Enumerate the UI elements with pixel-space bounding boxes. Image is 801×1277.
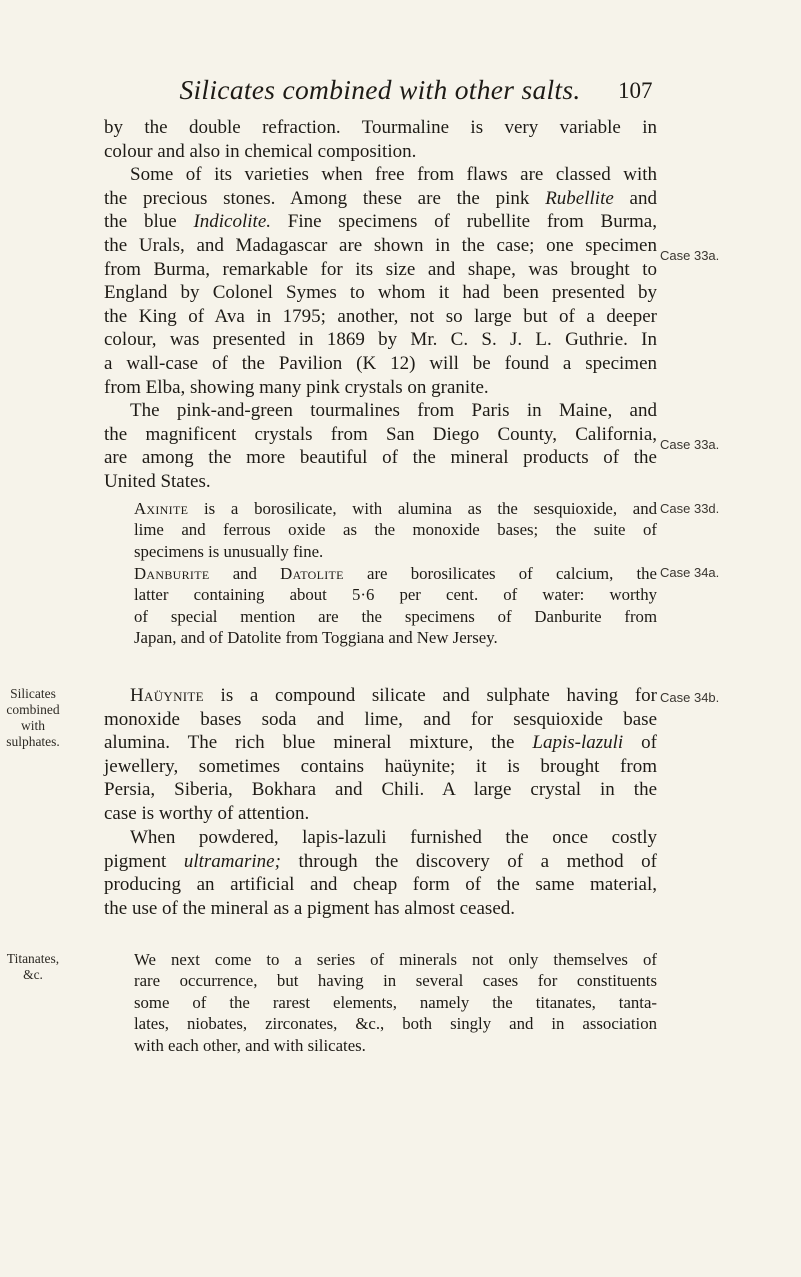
text-line: by the double refraction. Tourmaline is very variable in xyxy=(104,117,657,138)
text-line: the blue Indicolite. Fine specimens of rubellite from Burma, xyxy=(104,211,657,233)
text-line: monoxide bases soda and lime, and for sesquioxide base xyxy=(104,708,657,730)
text-line: specimens is unusually fine. xyxy=(134,541,324,561)
running-title: Silicates combined with other salts. xyxy=(179,74,581,105)
text-line: producing an artificial and cheap form of the same material, xyxy=(104,874,657,896)
axinite-paragraph xyxy=(104,498,657,562)
page-number: 107 xyxy=(618,78,653,103)
datolite-term: Datolite xyxy=(280,564,344,583)
ultramarine-term: ultramarine; xyxy=(183,850,281,872)
text-line: lime and ferrous oxide as the monoxide bases; the suite of xyxy=(134,520,657,540)
case-reference: Case 33a. xyxy=(660,248,720,263)
text-line: England by Colonel Symes to whom it had been presented by xyxy=(104,282,657,304)
side-note-silicates: Silicates combined with sulphates. xyxy=(6,686,60,749)
text-line: the precious stones. Among these are the pink Rubellite and xyxy=(104,187,657,209)
text-line: with each other, and with silicates. xyxy=(134,1035,366,1055)
case-reference: Case 34a. xyxy=(660,565,720,580)
case-reference: Case 33d. xyxy=(660,501,720,516)
text-line: case is worthy of attention. xyxy=(104,802,310,824)
text-line: lates, niobates, zirconates, &c., both singly and in association xyxy=(134,1014,657,1034)
text-line: Danburite and Datolite are borosilicates of calcium, the xyxy=(134,564,657,583)
text-line: The pink-and-green tourmalines from Paris in Maine, and xyxy=(130,400,657,422)
text-line: from Burma, remarkable for its size and shape, was brought to xyxy=(104,258,657,280)
text-line: pigment ultramarine; through the discovery of a method of xyxy=(104,850,657,872)
rubellite-term: Rubellite xyxy=(545,187,614,209)
text-line: the magnificent crystals from San Diego County, California, xyxy=(104,423,657,445)
text-line: from Elba, showing many pink crystals on granite. xyxy=(104,376,489,398)
case-reference: Case 33a. xyxy=(660,437,720,452)
text-line: some of the rarest elements, namely the titanates, tanta- xyxy=(134,992,657,1012)
text-line: Some of its varieties when free from flaws are classed with xyxy=(130,164,657,186)
hauynite-paragraph xyxy=(104,684,657,826)
text-line: the use of the mineral as a pigment has almost ceased. xyxy=(104,897,516,919)
text-line: alumina. The rich blue mineral mixture, the Lapis-lazuli of xyxy=(104,732,657,754)
axinite-term: Axinite xyxy=(134,499,189,518)
text-line: rare occurrence, but having in several cases for constituents xyxy=(134,971,657,991)
text-line: jewellery, sometimes contains haüynite; it is brought from xyxy=(104,755,657,777)
text-line: colour and also in chemical composition. xyxy=(104,140,417,162)
text-line: Axinite is a borosilicate, with alumina as the sesquioxide, and xyxy=(134,499,657,518)
lapis-lazuli-term: Lapis-lazuli xyxy=(532,732,624,754)
side-note-titanates: Titanates, &c. xyxy=(6,951,60,982)
case-reference: Case 34b. xyxy=(660,690,720,705)
danburite-term: Danburite xyxy=(134,564,210,583)
text-line: Haüynite is a compound silicate and sulphate having for xyxy=(130,685,657,706)
text-line: United States. xyxy=(104,470,211,492)
text-line: the Urals, and Madagascar are shown in the case; one specimen xyxy=(104,234,657,256)
tourmaline-paragraph xyxy=(104,116,657,494)
text-line: are among the more beautiful of the mineral products of the xyxy=(104,447,657,469)
text-line: Persia, Siberia, Bokhara and Chili. A large crystal in the xyxy=(104,779,657,801)
text-line: We next come to a series of minerals not only themselves of xyxy=(134,950,657,969)
text-line: latter containing about 5·6 per cent. of water: worthy xyxy=(134,585,657,605)
text-line: colour, was presented in 1869 by Mr. C. S. J. L. Guthrie. In xyxy=(104,329,657,351)
text-line: Japan, and of Datolite from Toggiana and New Jersey. xyxy=(134,628,498,648)
page-header xyxy=(0,74,801,114)
text-line: of special mention are the specimens of Danburite from xyxy=(134,606,657,626)
titanates-paragraph xyxy=(104,949,657,1056)
hauynite-term: Haüynite xyxy=(130,685,204,706)
lapis-paragraph xyxy=(104,826,657,920)
danburite-paragraph xyxy=(104,563,657,649)
text-line: a wall-case of the Pavilion (K 12) will be found a specimen xyxy=(104,352,657,374)
indicolite-term: Indicolite. xyxy=(193,211,271,233)
text-line: When powdered, lapis-lazuli furnished the once costly xyxy=(130,827,657,848)
text-line: the King of Ava in 1795; another, not so large but of a deeper xyxy=(104,305,657,327)
